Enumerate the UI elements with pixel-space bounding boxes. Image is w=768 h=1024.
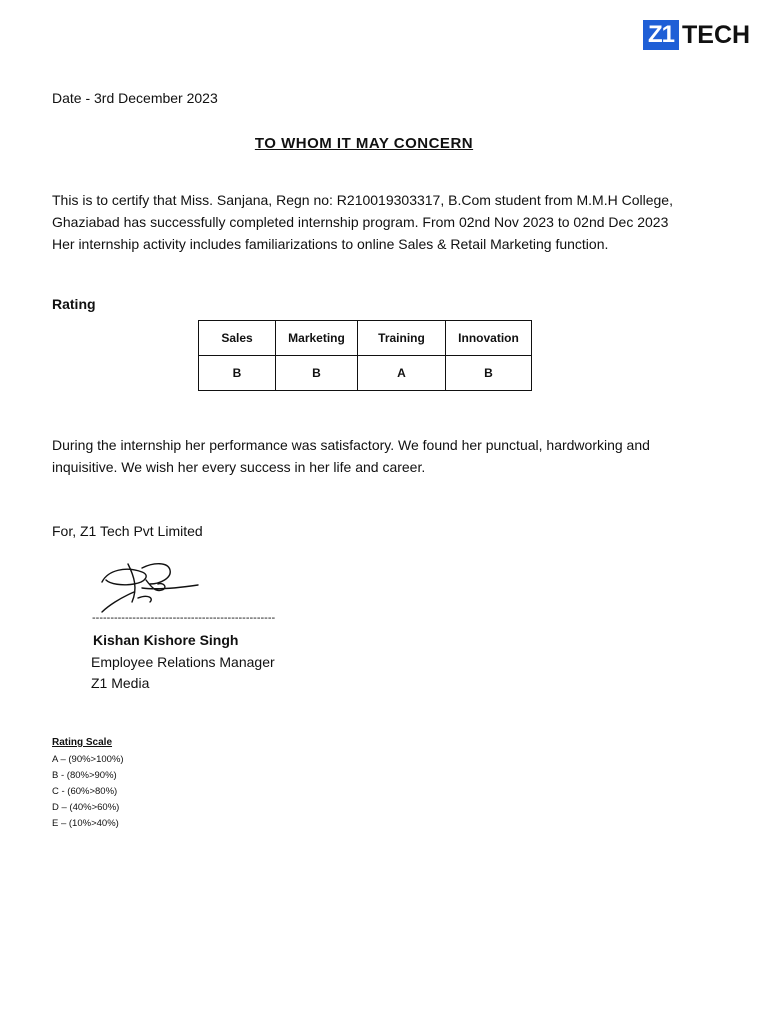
rating-column-header: Marketing: [276, 321, 358, 356]
rating-grade-cell: B: [446, 356, 532, 391]
letter-date: Date - 3rd December 2023: [52, 90, 218, 106]
rating-header-row: [199, 321, 532, 356]
company-logo: [643, 20, 750, 50]
signer-role: Employee Relations Manager: [91, 654, 275, 670]
rating-heading: Rating: [52, 296, 96, 312]
intro-line: This is to certify that Miss. Sanjana, Regn no: R210019303317, B.Com student from M.M.H College,: [52, 192, 673, 208]
rating-column-header: Innovation: [446, 321, 532, 356]
rating-scale-item: B - (80%>90%): [52, 770, 117, 781]
intro-line: Ghaziabad has successfully completed internship program. From 02nd Nov 2023 to 02nd Dec 2023: [52, 214, 669, 230]
rating-column-header: Sales: [199, 321, 276, 356]
rating-scale-item: A – (90%>100%): [52, 754, 124, 765]
logo-wordmark: TECH: [682, 21, 751, 49]
intro-paragraph: [52, 189, 732, 255]
letter-title: TO WHOM IT MAY CONCERN: [254, 135, 474, 152]
signer-organization: Z1 Media: [91, 675, 150, 691]
company-signoff: For, Z1 Tech Pvt Limited: [52, 523, 203, 539]
performance-paragraph: [52, 434, 732, 478]
performance-line: During the internship her performance was satisfactory. We found her punctual, hardworking and: [52, 437, 650, 453]
rating-scale-item: D – (40%>60%): [52, 802, 120, 813]
rating-grade-cell: B: [199, 356, 276, 391]
rating-scale-item: C - (60%>80%): [52, 786, 118, 797]
rating-scale-list: [52, 752, 124, 832]
signature-line: --------------------------------------------------: [92, 612, 276, 624]
rating-table: [198, 320, 532, 391]
rating-column-header: Training: [358, 321, 446, 356]
handwritten-signature: [98, 558, 208, 618]
signer-name: Kishan Kishore Singh: [93, 632, 239, 648]
rating-scale-heading: Rating Scale: [52, 737, 113, 748]
rating-scale-item: E – (10%>40%): [52, 818, 119, 829]
rating-grade-cell: A: [358, 356, 446, 391]
rating-grade-cell: B: [276, 356, 358, 391]
logo-mark: Z1: [643, 20, 679, 50]
rating-grade-row: [199, 356, 532, 391]
intro-line: Her internship activity includes familiarizations to online Sales & Retail Marketing function.: [52, 236, 609, 252]
performance-line: inquisitive. We wish her every success in her life and career.: [52, 459, 426, 475]
